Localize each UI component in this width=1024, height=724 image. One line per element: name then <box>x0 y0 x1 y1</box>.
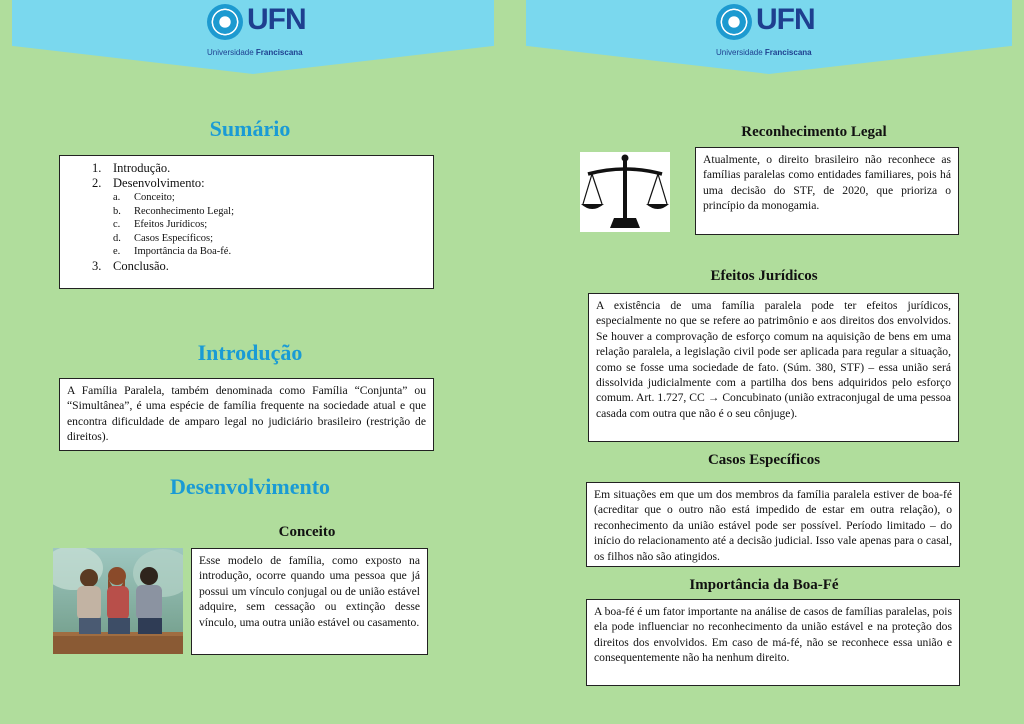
ufn-logo-icon <box>207 4 243 40</box>
legal-heading: Reconhecimento Legal <box>741 124 887 140</box>
ufn-logo-right <box>716 4 815 58</box>
concept-box: Esse modelo de família, como exposto na introdução, ocorre quando uma pessoa que já possui um vínculo conjugal ou de união estável adquire, sem cessação ou extinção desse vínculo, uma outra união estável ou casamento. <box>191 548 428 655</box>
cases-heading: Casos Específicos <box>707 452 821 468</box>
summary-subitem: c. Efeitos Jurídicos; <box>113 219 208 231</box>
summary-subitem: d. Casos Específicos; <box>113 232 214 244</box>
ufn-logo-left <box>207 4 306 58</box>
summary-subitems <box>92 191 433 259</box>
summary-item: 2. Desenvolvimento: <box>92 176 205 190</box>
logo-caption: Universidade Franciscana <box>716 48 812 57</box>
couple-photo <box>53 548 183 654</box>
logo-name: UFN <box>247 3 306 36</box>
cases-box: Em situações em que um dos membros da família paralela estiver de boa-fé (acreditar que o outro não está impedido de estar em outra relação), o reconhecimento da união estável pode ser possível. Período limitado – do início do relacionamento até a decisão judicial. Isso vale apenas para o casal, os filhos não são atingidos. <box>586 482 960 567</box>
summary-title: Sumário <box>209 116 291 141</box>
ufn-logo-icon <box>716 4 752 40</box>
summary-item: 3. Conclusão. <box>92 258 169 273</box>
development-title: Desenvolvimento <box>169 474 331 499</box>
logo-caption: Universidade Franciscana <box>207 48 303 57</box>
summary-subitem: e. Importância da Boa-fé. <box>113 246 232 258</box>
summary-subitem: a. Conceito; <box>113 192 175 203</box>
goodfaith-box: A boa-fé é um fator importante na análise de casos de famílias paralelas, pois ela pode influenciar no reconhecimento da união estável e na proteção dos direitos dos envolvidos. Em caso de má-fé, não se reconhece essa união e consequentemente não ha nenhum direito. <box>586 599 960 686</box>
logo-name: UFN <box>756 3 815 36</box>
legal-box: Atualmente, o direito brasileiro não reconhece as famílias paralelas como entidades familiares, pois há uma decisão do STF, de 2020, que prioriza o princípio da monogamia. <box>695 147 959 235</box>
goodfaith-heading: Importância da Boa-Fé <box>689 577 839 593</box>
concept-heading: Conceito <box>278 524 336 540</box>
introduction-title: Introdução <box>197 340 303 365</box>
effects-box: A existência de uma família paralela pode ter efeitos jurídicos, especialmente no que se refere ao patrimônio e aos direitos dos envolvidos. Se houver a comprovação de esforço comum na aquisição de bens em uma relação paralela, a legislação civil pode ser aplicada para regular a situação, como se fosse uma sociedade de fato. (Súm. 380, STF) – essa união será dissolvida judicialmente com a partilha dos bens adquiridos pelo esforço comum. Art. 1.727, CC → Concubinato (união extraconjugal de uma pessoa casada com outra que não é o seu cônjuge). <box>588 293 959 442</box>
introduction-box: A Família Paralela, também denominada como Família “Conjunta” ou “Simultânea”, é uma espécie de família frequente na sociedade atual e que encontra dificuldade de amparo legal no judiciário brasileiro (restrição de direitos). <box>59 378 434 451</box>
summary-subitem: b. Reconhecimento Legal; <box>113 205 235 217</box>
effects-heading: Efeitos Jurídicos <box>710 268 818 284</box>
scales-of-justice-icon <box>580 152 670 232</box>
summary-box <box>59 155 434 289</box>
summary-item: 1. Introdução. <box>92 161 171 175</box>
